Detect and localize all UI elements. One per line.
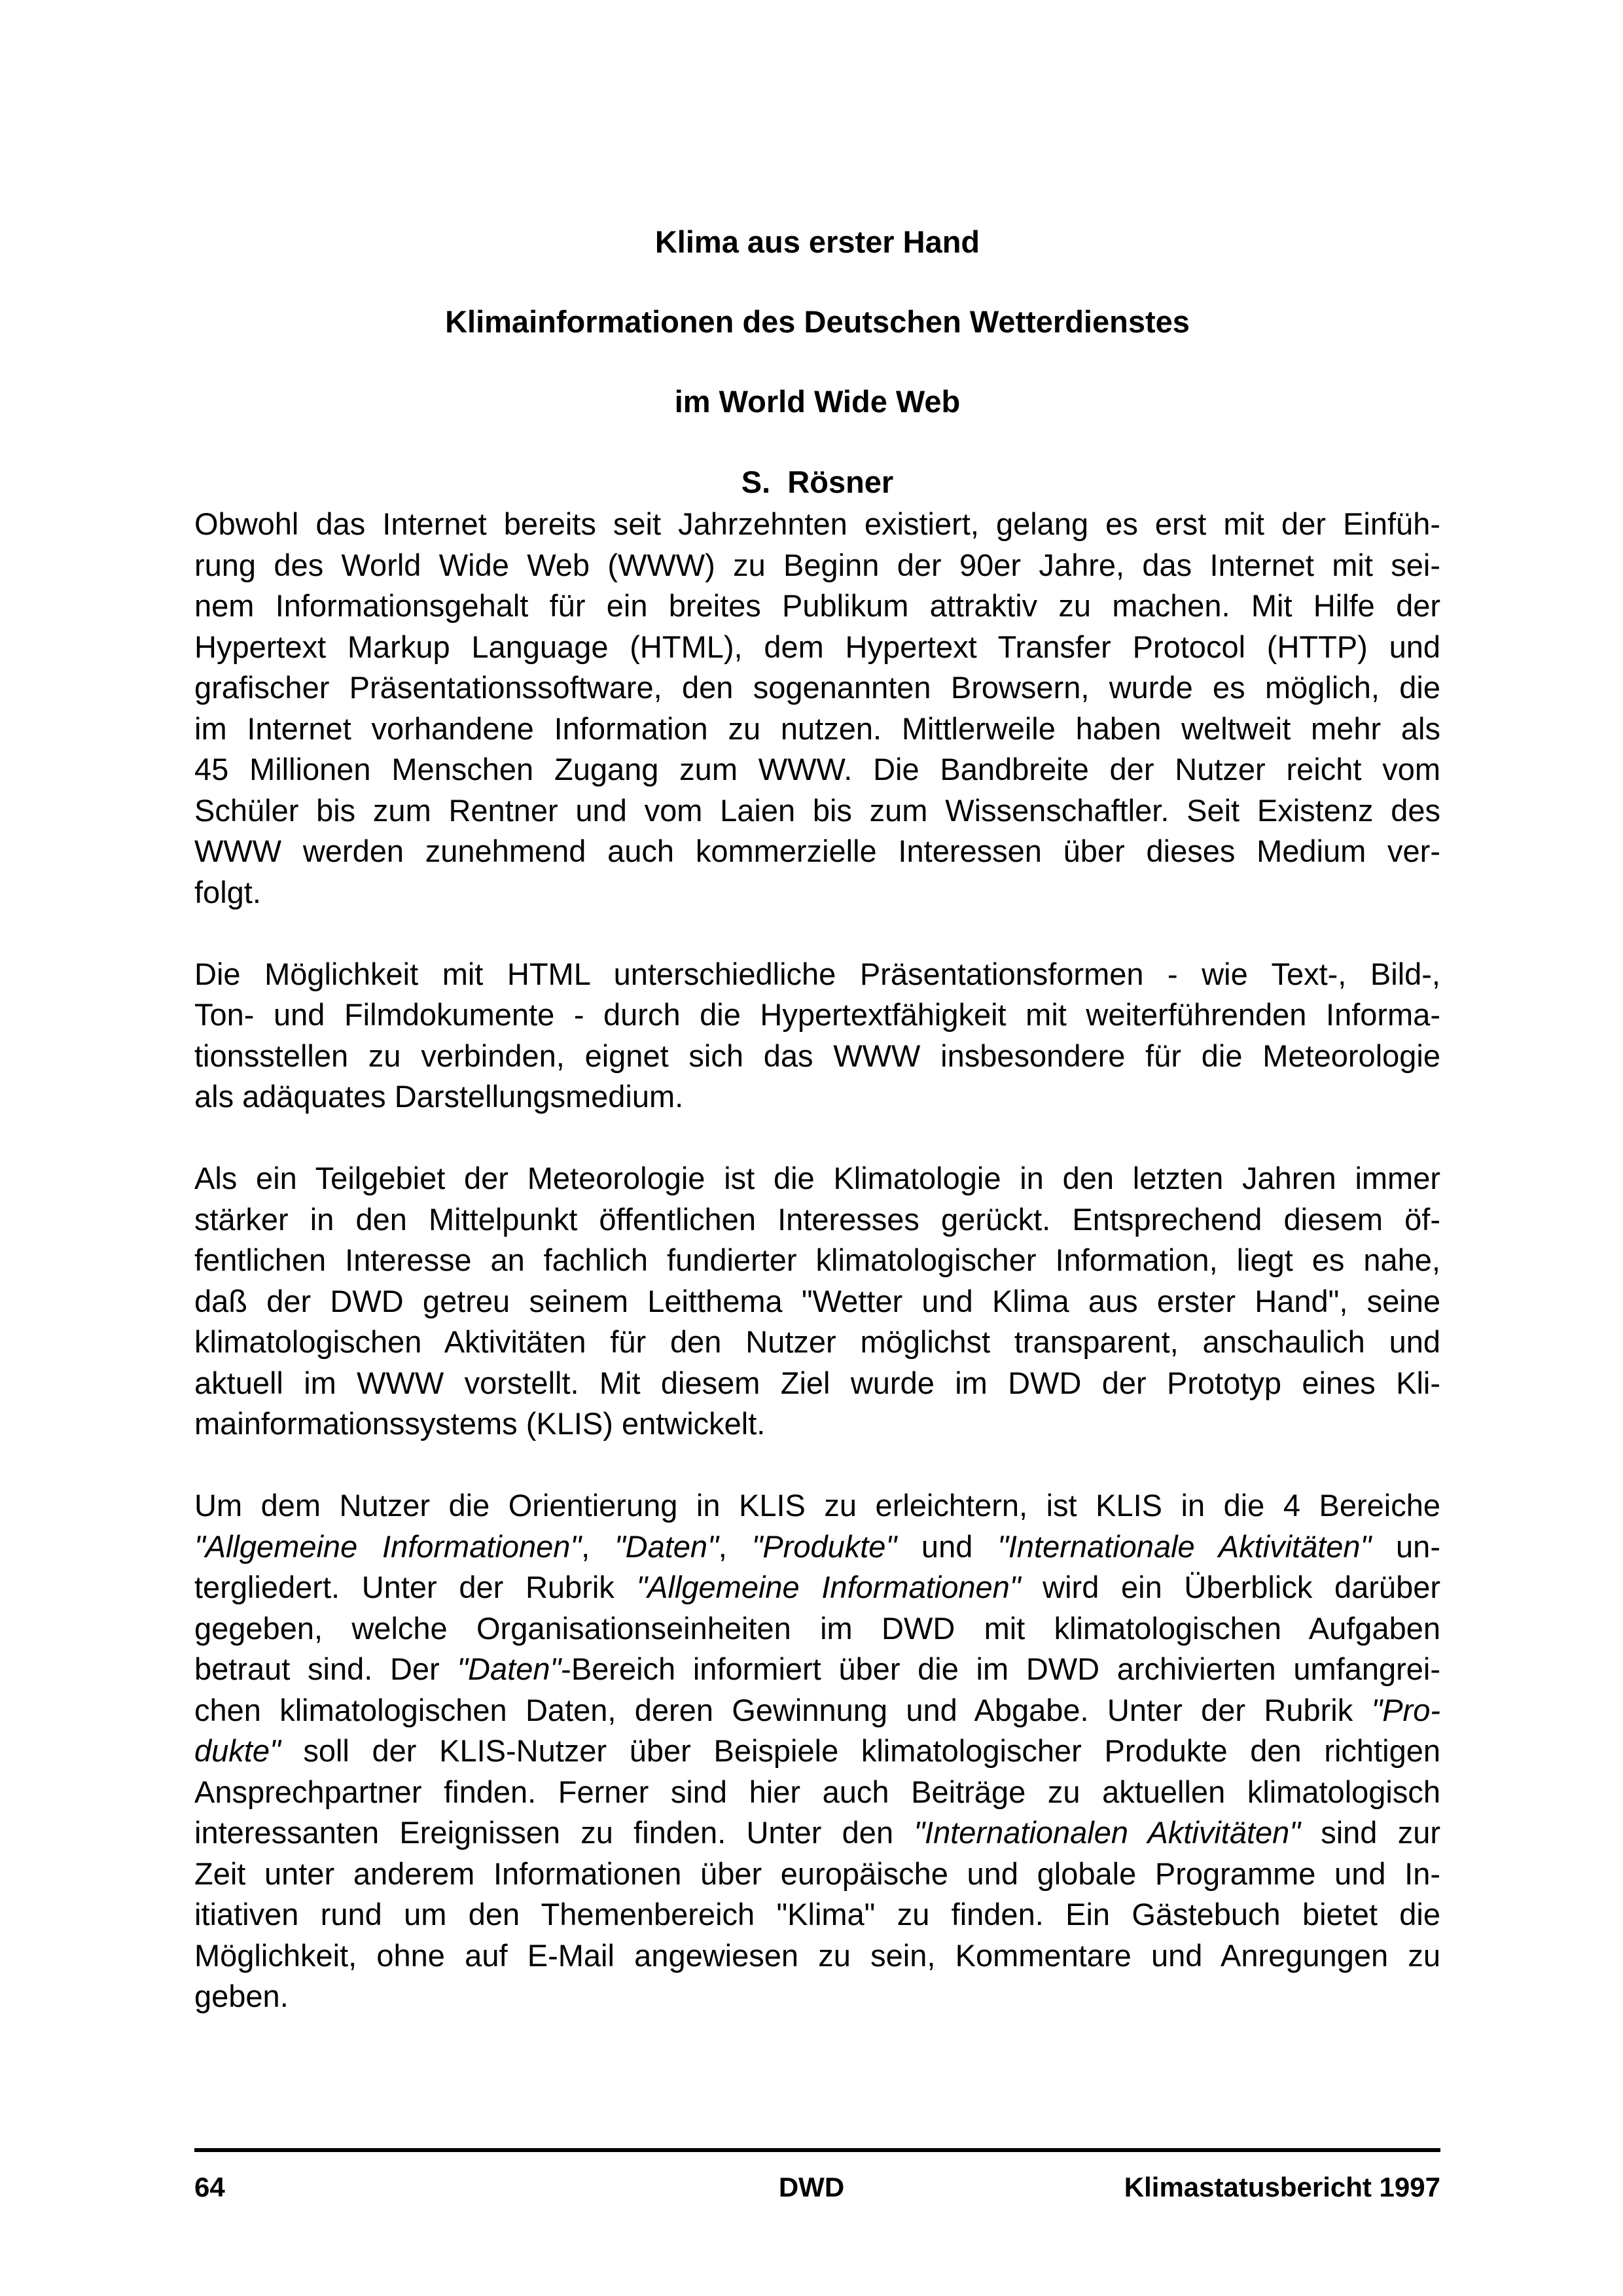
text-line	[194, 1485, 1440, 1527]
text-line	[194, 1608, 1440, 1650]
document-subtitle-line-2: im World Wide Web	[674, 384, 961, 419]
text-run: Schüler bis zum Rentner und vom Laien bis zum Wissenschaftler. Seit Existenz des	[194, 792, 1440, 828]
text-run: Ansprechpartner finden. Ferner sind hier auch Beiträge zu aktuellen klimatologisch	[194, 1774, 1440, 1809]
text-run: als adäquates Darstellungsmedium.	[194, 1079, 684, 1114]
text-run: Als ein Teilgebiet der Meteorologie ist die Klimatologie in den letzten Jahren immer	[194, 1161, 1440, 1195]
italic-text: "Allgemeine Informationen"	[636, 1570, 1021, 1604]
text-run: chen klimatologischen Daten, deren Gewinnung und Abgabe. Unter der Rubrik	[194, 1692, 1372, 1727]
italic-text: "Daten"	[614, 1528, 719, 1564]
text-line	[194, 586, 1440, 627]
paragraph	[194, 504, 1440, 913]
italic-text: "Internationalen Aktivitäten"	[914, 1815, 1300, 1850]
text-run: Ton- und Filmdokumente - durch die Hypertextfähigkeit mit weiterführenden Informa-	[194, 997, 1440, 1032]
text-line	[194, 831, 1440, 872]
text-run: itiativen rund um den Themenbereich "Klima" zu finden. Ein Gästebuch bietet die	[194, 1897, 1440, 1932]
text-line	[194, 1812, 1440, 1854]
text-line	[194, 504, 1440, 545]
text-run: rung des World Wide Web (WWW) zu Beginn der 90er Jahre, das Internet mit sei-	[194, 547, 1440, 582]
text-run: Obwohl das Internet bereits seit Jahrzehnten existiert, gelang es erst mit der Einfüh-	[194, 506, 1440, 541]
text-line	[194, 1935, 1440, 1977]
text-run: nem Informationsgehalt für ein breites Publikum attraktiv zu machen. Mit Hilfe der	[194, 588, 1440, 623]
text-line	[194, 1199, 1440, 1241]
text-run: ,	[581, 1528, 615, 1564]
text-run: geben.	[194, 1979, 289, 2013]
text-line	[194, 1240, 1440, 1281]
italic-text: "Produkte"	[751, 1528, 897, 1564]
text-line	[194, 749, 1440, 790]
text-line	[194, 1281, 1440, 1322]
text-run: Zeit unter anderem Informationen über europäische und globale Programme und In-	[194, 1856, 1440, 1891]
text-run: tionsstellen zu verbinden, eignet sich das WWW insbesondere für die Meteorologie	[194, 1038, 1440, 1073]
text-run: folgt.	[194, 874, 261, 910]
text-run: grafischer Präsentationssoftware, den sogenannten Browsern, wurde es möglich, die	[194, 670, 1440, 705]
text-run: -Bereich informiert über die im DWD archivierten umfangrei-	[561, 1651, 1440, 1686]
text-run: daß der DWD getreu seinem Leitthema "Wetter und Klima aus erster Hand", seine	[194, 1283, 1440, 1318]
italic-text: "Daten"	[457, 1651, 562, 1686]
text-line	[194, 1076, 1440, 1118]
italic-text: "Pro-	[1371, 1692, 1440, 1727]
text-line	[194, 1731, 1440, 1772]
text-line	[194, 1322, 1440, 1363]
text-line	[194, 1772, 1440, 1813]
text-run: betraut sind. Der	[194, 1651, 457, 1686]
document-title: Klima aus erster Hand	[654, 224, 980, 259]
text-run: WWW werden zunehmend auch kommerzielle Interessen über dieses Medium ver-	[194, 834, 1440, 868]
document-subtitle-line-1: Klimainformationen des Deutschen Wetterdienstes	[445, 304, 1190, 339]
text-run: klimatologischen Aktivitäten für den Nutzer möglichst transparent, anschaulich und	[194, 1324, 1440, 1359]
text-line	[194, 995, 1440, 1036]
text-line	[194, 1527, 1440, 1568]
footer-publisher: DWD	[778, 2172, 845, 2202]
text-line	[194, 1567, 1440, 1608]
text-line	[194, 1158, 1440, 1199]
text-line	[194, 667, 1440, 709]
text-line	[194, 627, 1440, 668]
footer-publication: Klimastatusbericht 1997	[1124, 2172, 1440, 2202]
text-line	[194, 790, 1440, 832]
text-line	[194, 954, 1440, 995]
text-run: gegeben, welche Organisationseinheiten im DWD mit klimatologischen Aufgaben	[194, 1610, 1440, 1646]
text-run: Hypertext Markup Language (HTML), dem Hypertext Transfer Protocol (HTTP) und	[194, 629, 1440, 664]
text-run: wird ein Überblick darüber	[1020, 1570, 1441, 1604]
text-run: 45 Millionen Menschen Zugang zum WWW. Die Bandbreite der Nutzer reicht vom	[194, 752, 1440, 786]
text-run: fentlichen Interesse an fachlich fundierter klimatologischer Information, liegt es nahe,	[194, 1243, 1440, 1277]
footer-divider	[194, 2148, 1440, 2152]
text-run: Die Möglichkeit mit HTML unterschiedliche Präsentationsformen - wie Text-, Bild-,	[194, 956, 1440, 991]
text-run: Um dem Nutzer die Orientierung in KLIS zu erleichtern, ist KLIS in die 4 Bereiche	[194, 1488, 1440, 1523]
italic-text: "Internationale Aktivitäten"	[997, 1528, 1372, 1564]
text-run: im Internet vorhandene Information zu nutzen. Mittlerweile haben weltweit mehr als	[194, 711, 1440, 746]
text-run: aktuell im WWW vorstellt. Mit diesem Ziel wurde im DWD der Prototyp eines Kli-	[194, 1365, 1440, 1400]
text-line	[194, 872, 1440, 913]
text-line	[194, 1690, 1440, 1731]
text-line	[194, 1976, 1440, 2017]
italic-text: dukte"	[194, 1733, 281, 1768]
paragraph	[194, 954, 1440, 1118]
text-line	[194, 709, 1440, 750]
text-line	[194, 1404, 1440, 1445]
text-run: un-	[1371, 1528, 1440, 1564]
text-run: ,	[718, 1528, 752, 1564]
text-line	[194, 1036, 1440, 1077]
italic-text: "Allgemeine Informationen"	[194, 1528, 582, 1564]
text-line	[194, 1649, 1440, 1690]
text-run: soll der KLIS-Nutzer über Beispiele klimatologischer Produkte den richtigen	[280, 1733, 1440, 1768]
author-name: S. Rösner	[741, 465, 894, 499]
text-run: tergliedert. Unter der Rubrik	[194, 1570, 637, 1604]
text-line	[194, 1854, 1440, 1895]
text-line	[194, 1894, 1440, 1935]
article-body	[194, 504, 1440, 2058]
text-line	[194, 545, 1440, 586]
text-line	[194, 1363, 1440, 1404]
text-run: sind zur	[1300, 1815, 1440, 1850]
text-run: und	[897, 1528, 998, 1564]
text-run: Möglichkeit, ohne auf E-Mail angewiesen zu sein, Kommentare und Anregungen zu	[194, 1937, 1440, 1973]
paragraph	[194, 1485, 1440, 2017]
text-run: interessanten Ereignissen zu finden. Unter den	[194, 1815, 914, 1850]
text-run: stärker in den Mittelpunkt öffentlichen Interesses gerückt. Entsprechend diesem öf-	[194, 1201, 1440, 1237]
text-run: mainformationssystems (KLIS) entwickelt.	[194, 1406, 766, 1441]
paragraph	[194, 1158, 1440, 1445]
page-number: 64	[194, 2172, 225, 2202]
